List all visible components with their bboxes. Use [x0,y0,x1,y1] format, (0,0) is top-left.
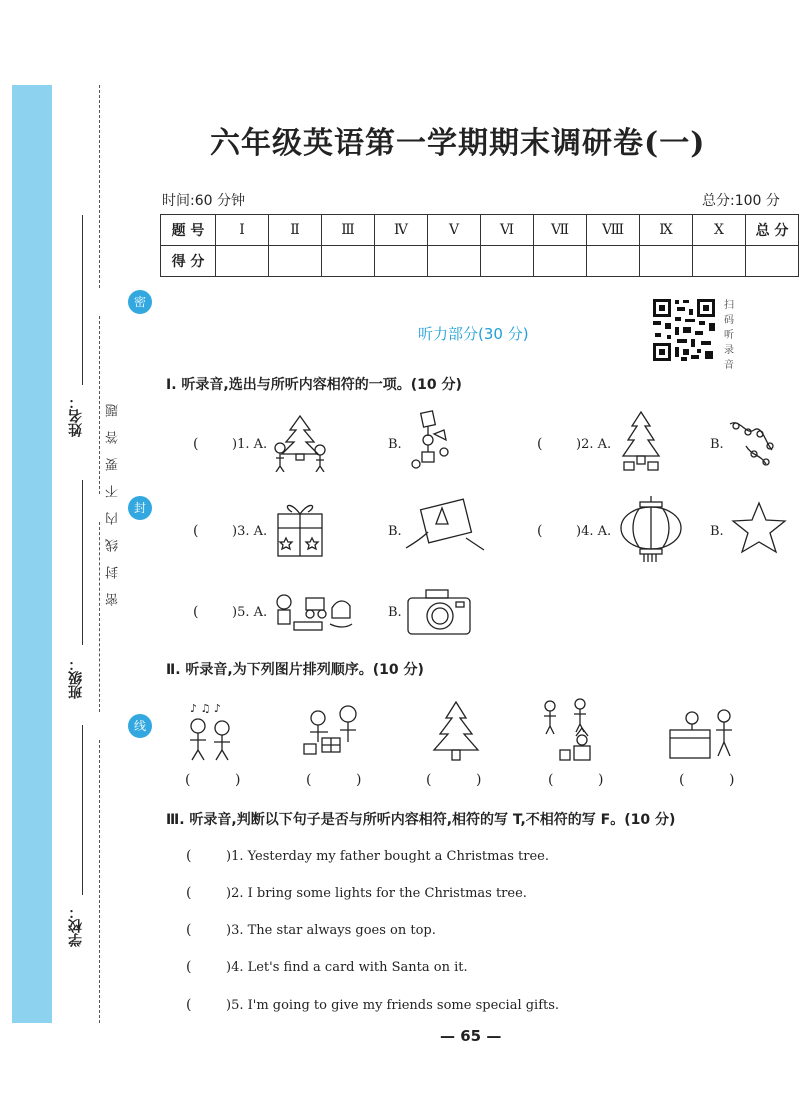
score-table [160,214,799,277]
score-cell[interactable] [534,246,587,277]
page-title: 六年级英语第一学期期末调研卷(一) [210,126,706,161]
score-cell[interactable] [693,246,746,277]
order-paren[interactable]: ( ) [548,772,604,788]
order-paren[interactable]: ( ) [426,772,482,788]
statement-4: )4. Let's find a card with Santa on it. [226,960,468,975]
table-cell: 得 分 [161,246,216,277]
table-cell: Ⅲ [322,215,375,246]
table-cell: Ⅰ [216,215,269,246]
page-number: — 65 — [440,1027,502,1045]
seal-dash-line [99,522,100,712]
score-cell[interactable] [322,246,375,277]
score-cell[interactable] [428,246,481,277]
order-paren[interactable]: ( ) [306,772,362,788]
statement-2: )2. I bring some lights for the Christmas tree. [226,886,527,901]
question-number: )2. A. [576,437,612,452]
class-label: 班级： [68,657,84,699]
answer-paren[interactable]: ( [186,885,192,901]
table-cell: Ⅹ [693,215,746,246]
table-row [161,215,799,246]
christmas-tree-picture [618,410,664,472]
table-cell: Ⅴ [428,215,481,246]
answer-paren[interactable]: ( [193,604,199,620]
option-b-label: B. [388,437,402,452]
score-cell[interactable] [746,246,799,277]
school-line [82,725,83,895]
answer-paren[interactable]: ( [193,436,199,452]
shop-counter-picture [668,704,740,762]
time-limit: 时间:60 分钟 [162,193,245,209]
statement-3: )3. The star always goes on top. [226,923,436,938]
total-score: 总分:100 分 [702,193,780,209]
table-row [161,246,799,277]
table-cell: Ⅶ [534,215,587,246]
score-cell[interactable] [269,246,322,277]
star-picture [730,500,788,556]
order-paren[interactable]: ( ) [185,772,241,788]
section3-heading: Ⅲ. 听录音,判断以下句子是否与所听内容相符,相符的写 T,不相符的写 F。(10 分) [166,812,676,828]
listening-title: 听力部分(30 分) [418,325,529,343]
seal-dash-line [99,85,100,288]
section2-heading: Ⅱ. 听录音,为下列图片排列顺序。(10 分) [166,662,424,678]
answer-paren[interactable]: ( [186,959,192,975]
score-cell[interactable] [216,246,269,277]
section1-heading: Ⅰ. 听录音,选出与所听内容相符的一项。(10 分) [166,377,462,393]
binding-strip [12,85,52,1023]
qr-caption: 扫码听录音 [724,300,734,371]
seal-feng: 封 [128,496,152,520]
seal-dash-line [99,740,100,1023]
option-b-label: B. [388,605,402,620]
christmas-tree-kids-picture [272,412,328,472]
binding-area [52,85,144,1023]
class-line [82,480,83,645]
lights-string-picture [726,416,776,468]
name-line [82,215,83,385]
table-cell: Ⅱ [269,215,322,246]
qr-code-icon[interactable] [651,297,717,363]
christmas-tree-picture-2 [428,700,484,762]
answer-paren[interactable]: ( [537,523,543,539]
seal-xian: 线 [128,714,152,738]
order-paren[interactable]: ( ) [679,772,735,788]
answer-paren[interactable]: ( [186,997,192,1013]
score-cell[interactable] [375,246,428,277]
camera-picture [404,586,474,638]
statement-1: )1. Yesterday my father bought a Christmas tree. [226,849,549,864]
christmas-card-picture [404,498,490,558]
seal-instruction: 密封线内不要答题 [106,390,121,606]
table-cell: Ⅳ [375,215,428,246]
question-number: )3. A. [232,524,268,539]
table-cell: 总 分 [746,215,799,246]
kids-singing-picture [182,700,242,762]
table-cell: 题 号 [161,215,216,246]
school-label: 学校： [68,905,84,947]
statement-5: )5. I'm going to give my friends some special gifts. [226,998,560,1013]
people-and-santa-picture [540,696,596,764]
kids-gifts-picture [300,702,364,760]
score-cell[interactable] [587,246,640,277]
name-label: 姓名： [68,395,84,437]
decorations-picture [404,408,456,472]
table-cell: Ⅸ [640,215,693,246]
gift-box-picture [272,498,328,560]
option-b-label: B. [710,437,724,452]
option-b-label: B. [388,524,402,539]
table-cell: Ⅵ [481,215,534,246]
seal-dash-line [99,316,100,494]
seal-mi: 密 [128,290,152,314]
score-cell[interactable] [481,246,534,277]
option-b-label: B. [710,524,724,539]
lantern-picture [618,496,684,562]
question-number: )5. A. [232,605,268,620]
answer-paren[interactable]: ( [537,436,543,452]
answer-paren[interactable]: ( [186,922,192,938]
question-number: )4. A. [576,524,612,539]
table-cell: Ⅷ [587,215,640,246]
answer-paren[interactable]: ( [186,848,192,864]
toys-picture [272,588,354,634]
answer-paren[interactable]: ( [193,523,199,539]
score-cell[interactable] [640,246,693,277]
question-number: )1. A. [232,437,268,452]
svg-text:♪ ♫ ♪: ♪ ♫ ♪ [190,702,221,715]
